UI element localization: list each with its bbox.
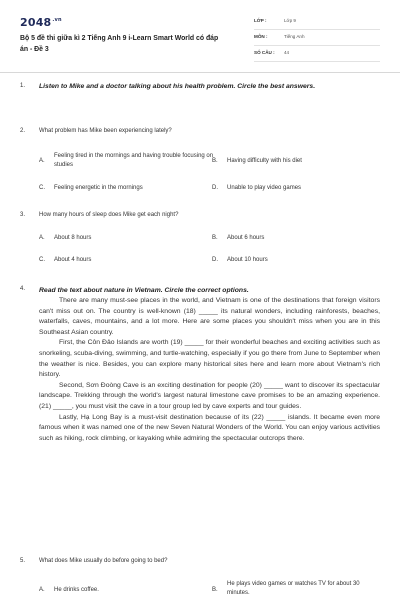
question-number: 5. [20,558,26,564]
option-d[interactable] [212,184,301,193]
option-letter: A. [39,587,45,593]
option-c[interactable] [39,184,143,193]
exam-meta-table [254,14,380,62]
question-text: Listen to Mike and a doctor talking about his health problem. Circle the best answers. [39,83,316,90]
option-text: About 10 hours [227,257,268,263]
passage-paragraph: Second, Sơn Đoòng Cave is an exciting destination for people (20) _____ want to discover its spectacular landscape. Trekking through the world's largest natural limestone cave promises to be an amazing experience. (21) _____, you must visit the cave in a tour group led by cave experts and tour guides. [39,381,380,410]
meta-value: 44 [284,50,290,55]
option-a[interactable] [39,586,99,595]
option-a[interactable] [39,152,219,172]
option-a[interactable] [39,234,91,243]
header-divider [0,72,400,73]
option-letter: A. [39,235,45,241]
option-letter: B. [212,158,218,164]
option-text: About 6 hours [227,235,265,241]
option-letter: B. [212,235,218,241]
meta-label: LỚP : [254,18,267,23]
option-text: About 4 hours [54,257,92,263]
option-letter: C. [39,257,45,263]
meta-value: Lớp 9 [284,18,296,23]
option-text: Feeling energetic in the mornings [54,185,143,191]
option-c[interactable] [39,256,91,265]
option-text: He drinks coffee. [54,587,99,593]
question-1 [20,80,380,108]
option-b[interactable] [212,157,302,166]
passage-paragraph: There are many must-see places in the world, and Vietnam is one of the destinations that foreign visitors can't miss out on. The country is well-known (18) _____ its natural wonders, including rainforests, beaches, waterfalls, caves, mountains, and a lot more. Here are some places you shouldn't miss when you are in this Southeast Asian country. [39,297,380,336]
question-number: 2. [20,128,26,134]
option-letter: D. [212,185,218,191]
question-5 [20,557,380,600]
question-text: What problem has Mike been experiencing lately? [39,128,172,134]
logo-text: 2048 [20,16,52,29]
option-letter: D. [212,257,218,263]
meta-row-class [254,14,380,30]
question-3 [20,211,380,267]
option-text: Having difficulty with his diet [227,158,302,164]
passage-paragraph: Lastly, Hạ Long Bay is a must-visit destination because of its (22) _____ islands. It became even more famous when it was named one of the new Seven Natural Wonders of the World. You can enjoy various activities such as hiking, rock climbing, or kayaking while admiring the spectacular outcrops there. [39,413,380,442]
question-number: 4. [20,286,26,292]
option-text: About 8 hours [54,235,92,241]
option-d[interactable] [212,256,268,265]
question-text: How many hours of sleep does Mike get each night? [39,212,179,218]
option-text: Unable to play video games [227,185,302,191]
question-text: What does Mike usually do before going to bed? [39,558,168,564]
option-letter: B. [212,587,218,593]
site-logo[interactable] [20,16,62,29]
question-number: 3. [20,212,26,218]
page-header [0,0,400,72]
question-2 [20,127,380,197]
option-letter: A. [39,158,45,164]
question-text: Read the text about nature in Vietnam. Circle the correct options. [39,287,249,294]
logo-suffix: .vn [52,17,62,24]
question-number: 1. [20,83,26,89]
passage-paragraph: First, the Côn Đảo Islands are worth (19) _____ for their wonderful beaches and exciting activities such as snorkeling, scuba-diving, swimming, and turtle-watching, especially if you go there from June to September when the weather is nice. Besides, you can explore many historical sites here and learn more about Vietnam's rich history. [39,339,380,379]
option-text: Feeling tired in the mornings and having trouble focusing on studies [54,153,214,169]
meta-row-subject [254,30,380,46]
document-title: Bộ 5 đề thi giữa kì 2 Tiếng Anh 9 i-Learn Smart World có đáp án - Đề 3 [20,35,219,54]
meta-label: SỐ CÂU : [254,50,275,55]
meta-value: Tiếng Anh [284,34,305,39]
option-b[interactable] [212,580,392,600]
meta-row-question-count [254,46,380,62]
option-b[interactable] [212,234,264,243]
reading-passage [39,296,380,444]
option-letter: C. [39,185,45,191]
meta-label: MÔN : [254,34,268,39]
option-text: He plays video games or watches TV for about 30 minutes. [227,581,360,597]
